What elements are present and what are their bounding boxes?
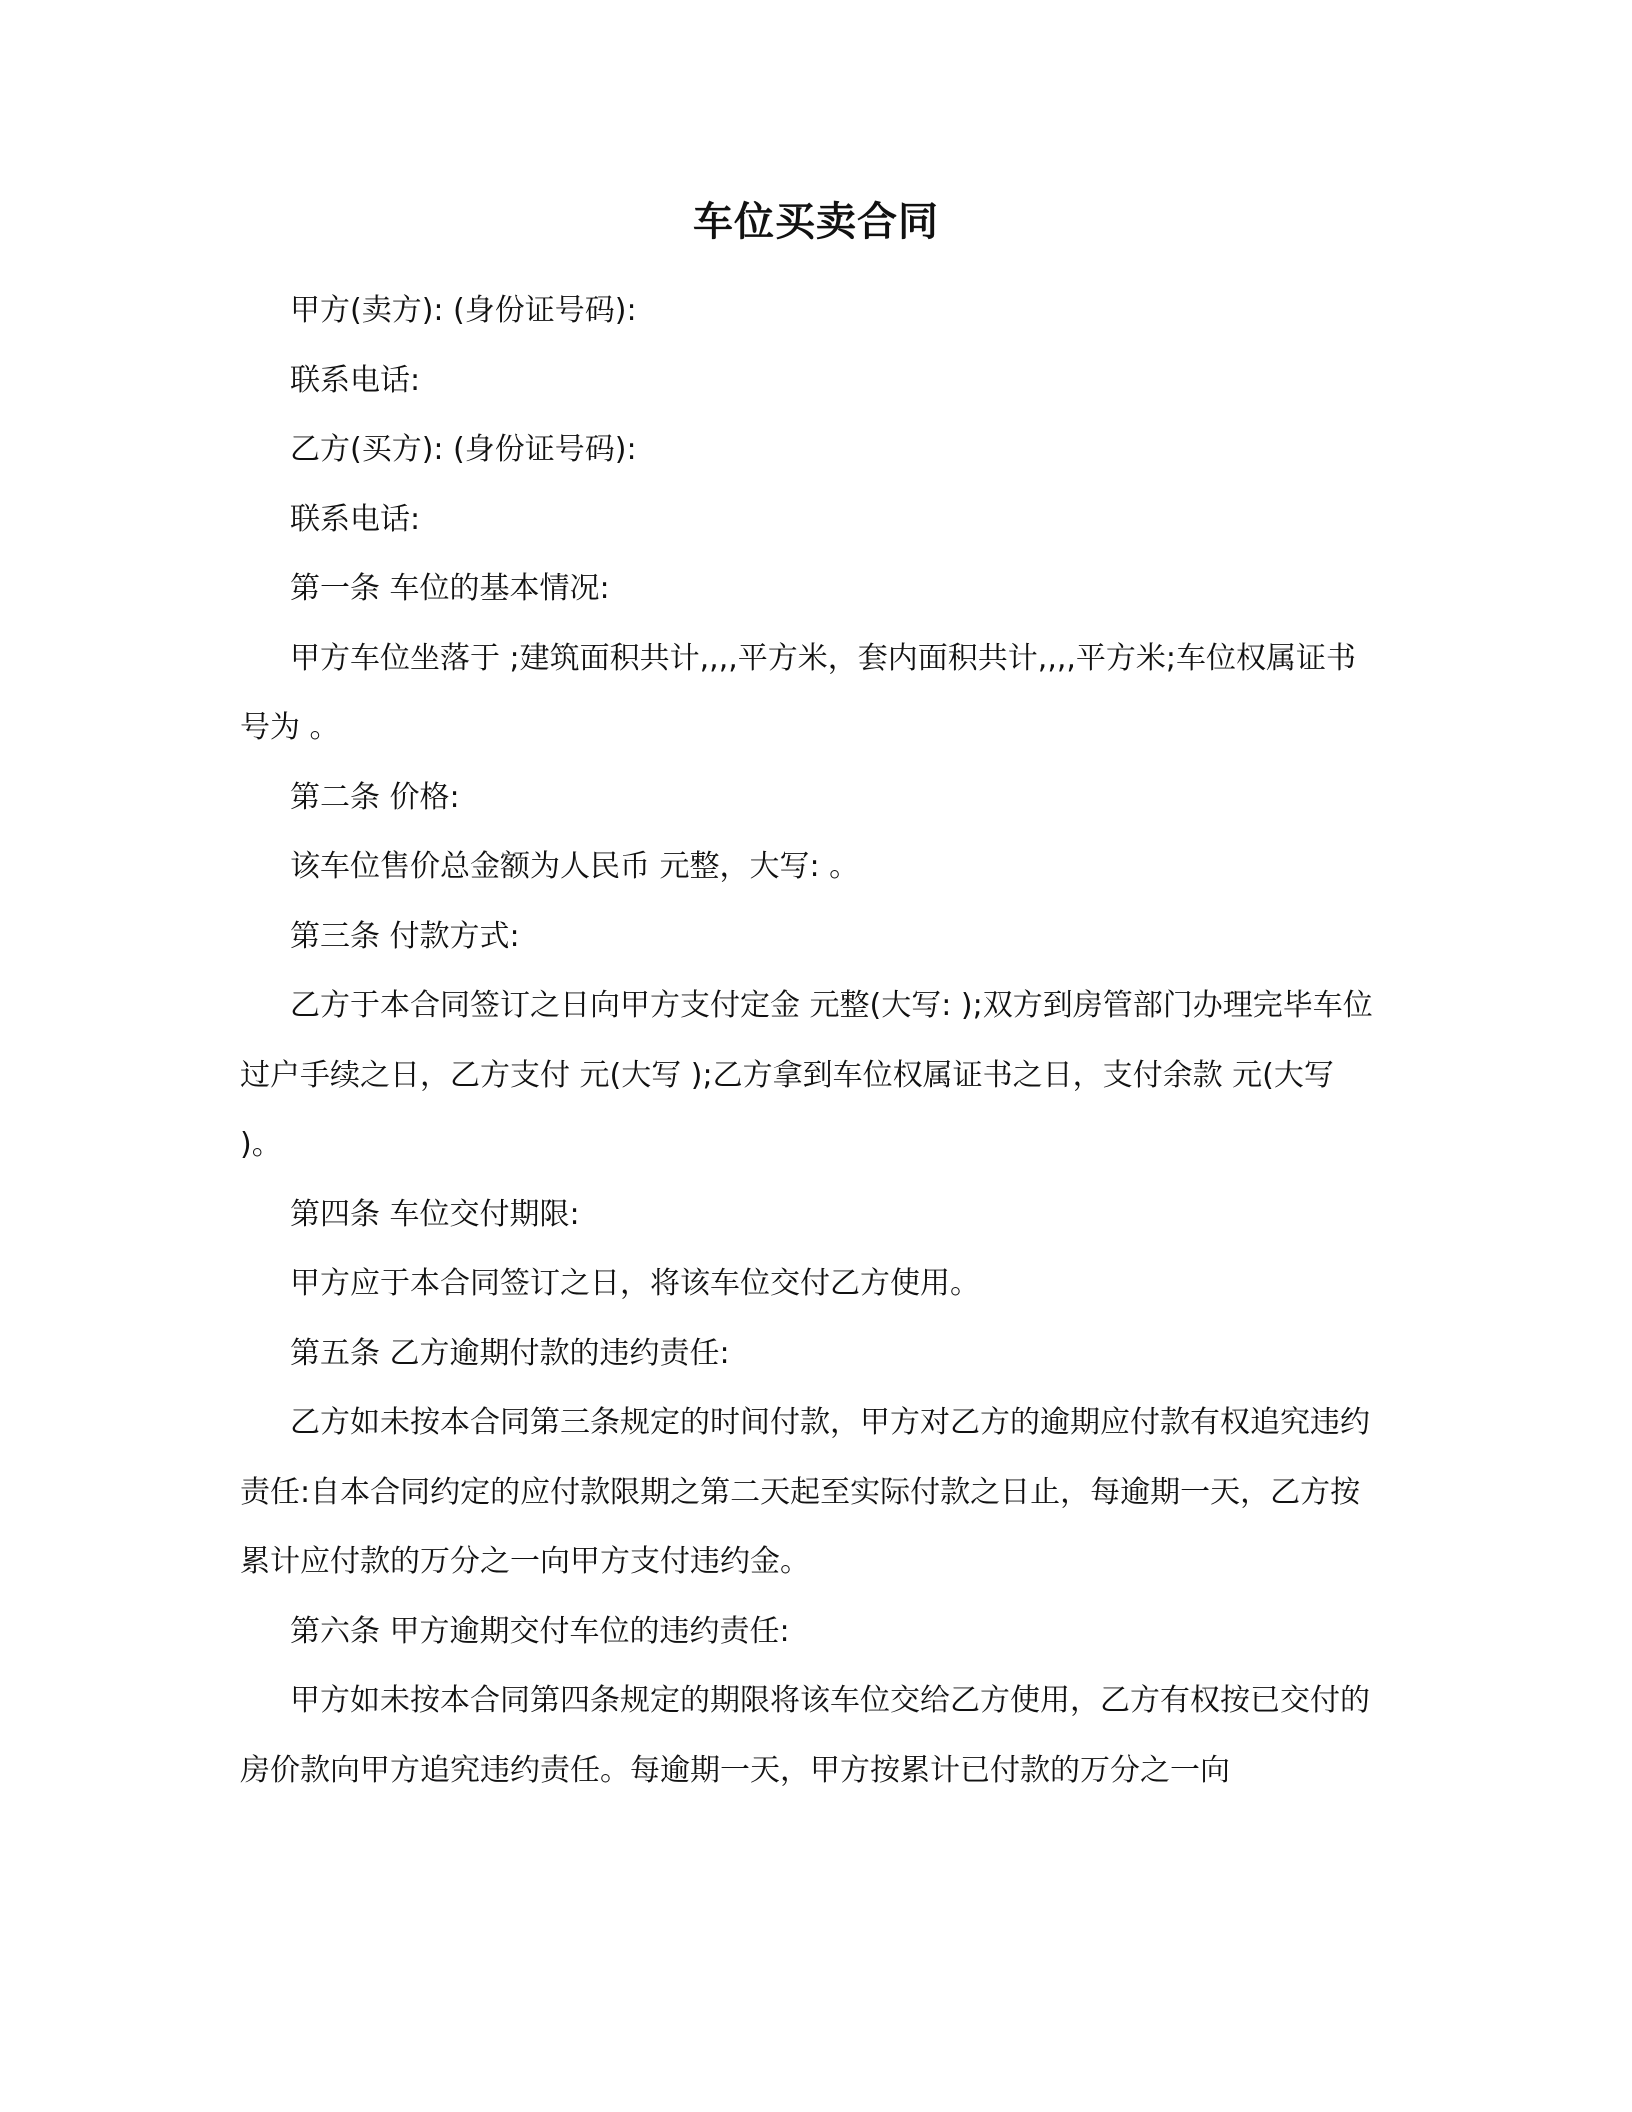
article-6-heading: 第六条 甲方逾期交付车位的违约责任: xyxy=(290,1613,790,1649)
buyer-phone-line: 联系电话: xyxy=(290,501,421,537)
article-5-heading: 第五条 乙方逾期付款的违约责任: xyxy=(290,1335,730,1371)
article-4-heading: 第四条 车位交付期限: xyxy=(290,1196,580,1232)
buyer-id-line: 乙方(买方): (身份证号码): xyxy=(290,432,637,467)
document-body xyxy=(240,276,1380,1805)
article-1-heading: 第一条 车位的基本情况: xyxy=(290,571,610,606)
article-6-text: 甲方如未按本合同第四条规定的期限将该车位交给乙方使用，乙方有权按已交付的房价款向甲方追究违约责任。每逾期一天，甲方按累计已付款的万分之一向 xyxy=(240,1683,1370,1788)
article-1-text: 甲方车位坐落于 ;建筑面积共计,,,,平方米，套内面积共计,,,,平方米;车位权属证书号为 。 xyxy=(240,640,1357,745)
article-5-text: 乙方如未按本合同第三条规定的时间付款，甲方对乙方的逾期应付款有权追究违约责任:自本合同约定的应付款限期之第二天起至实际付款之日止，每逾期一天，乙方按累计应付款的万分之一向甲方支付违约金。 xyxy=(240,1405,1370,1579)
article-2-text: 该车位售价总金额为人民币 元整，大写: 。 xyxy=(290,849,860,884)
document-title: 车位买卖合同 xyxy=(693,199,939,245)
article-4-text: 甲方应于本合同签订之日，将该车位交付乙方使用。 xyxy=(290,1266,980,1301)
article-3-heading: 第三条 付款方式: xyxy=(290,918,520,954)
seller-phone-line: 联系电话: xyxy=(290,362,421,398)
seller-id-line: 甲方(卖方): (身份证号码): xyxy=(290,293,637,328)
article-3-text: 乙方于本合同签订之日向甲方支付定金 元整(大写: );双方到房管部门办理完毕车位过户手续之日，乙方支付 元(大写 );乙方拿到车位权属证书之日，支付余款 元(大写 )。 xyxy=(240,988,1373,1162)
article-2-heading: 第二条 价格: xyxy=(290,779,460,815)
